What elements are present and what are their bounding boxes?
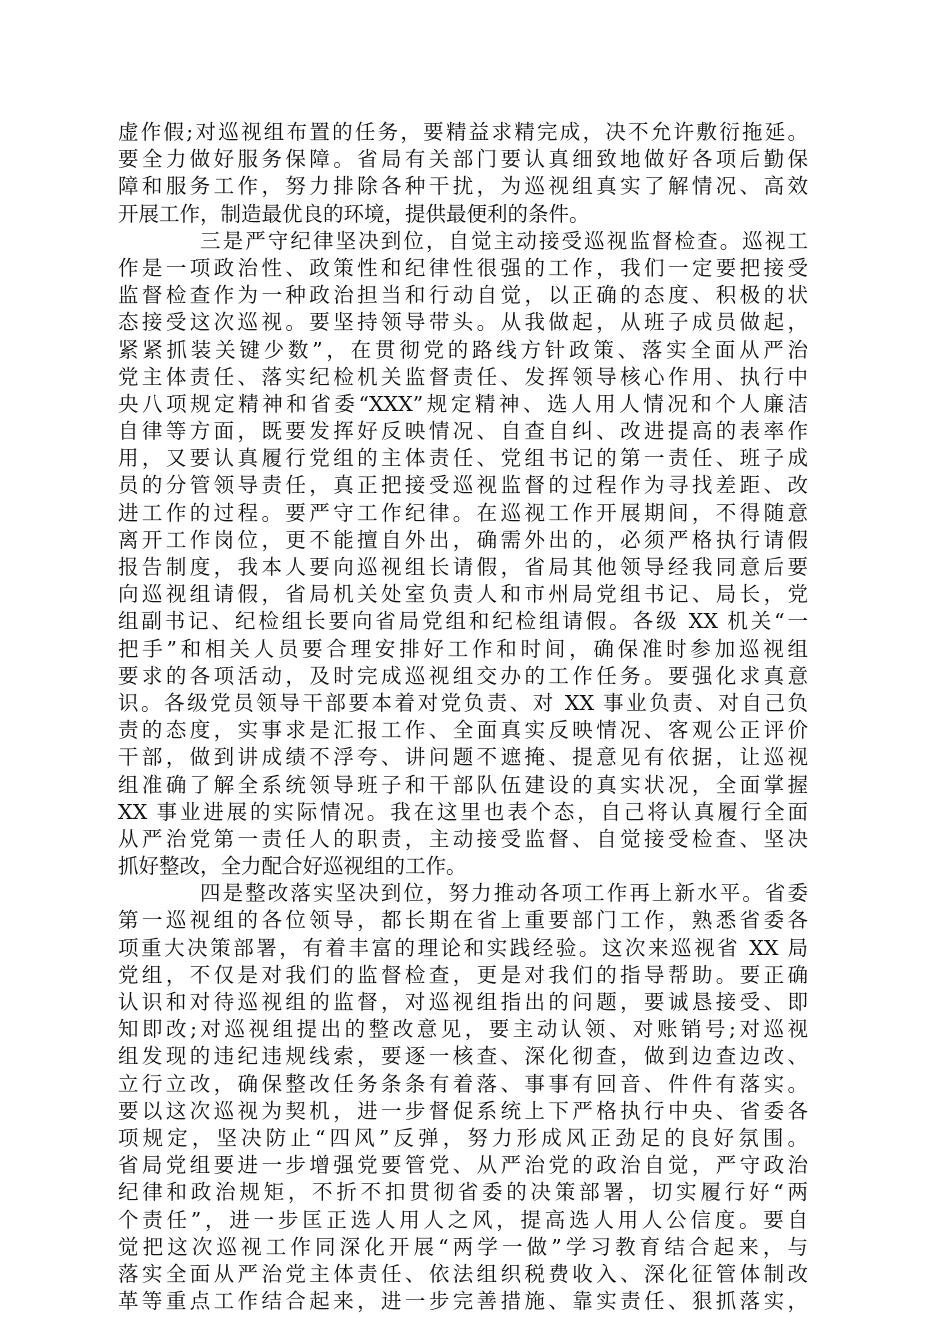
text-line: 要全力做好服务保障。省局有关部门要认真细致地做好各项后勤保	[118, 147, 808, 172]
text-line: 组准确了解全系统领导班子和干部队伍建设的真实状况，全面掌握	[118, 772, 808, 797]
text-line: 态接受这次巡视。要坚持领导带头。从我做起，从班子成员做起，	[118, 310, 808, 335]
text-line: 抓好整改，全力配合好巡视组的工作。	[118, 854, 467, 879]
text-line: 组发现的违纪违规线索，要逐一核查、深化彻查，做到边查边改、	[118, 1044, 808, 1069]
text-line: 虚作假;对巡视组布置的任务，要精益求精完成，决不允许敷衍拖延。	[118, 120, 808, 144]
text-line: 员的分管领导责任，真正把接受巡视监督的过程作为寻找差距、改	[118, 473, 808, 498]
text-line: 知即改;对巡视组提出的整改意见，要主动认领、对账销号;对巡视	[118, 1017, 808, 1042]
text-line: 识。各级党员领导干部要本着对党负责、对 XX 事业负责、对自己负	[118, 690, 808, 715]
text-line: 觉把这次巡视工作同深化开展“两学一做”学习教育结合起来，与	[118, 1234, 808, 1259]
text-line: 纪律和政治规矩，不折不扣贯彻省委的决策部署，切实履行好“两	[118, 1180, 808, 1205]
text-line: 用，又要认真履行党组的主体责任、党组书记的第一责任、班子成	[118, 446, 808, 471]
text-line: 监督检查作为一种政治担当和行动自觉，以正确的态度、积极的状	[118, 283, 808, 308]
text-line: 进工作的过程。要严守工作纪律。在巡视工作开展期间，不得随意	[118, 500, 808, 525]
text-line: 自律等方面，既要发挥好反映情况、自查自纠、改进提高的表率作	[118, 419, 808, 444]
text-line: 紧紧抓装关键少数”，在贯彻党的路线方针政策、落实全面从严治	[118, 337, 808, 362]
paragraph-first-line: 三是严守纪律坚决到位，自觉主动接受巡视监督检查。巡视工	[200, 228, 808, 253]
text-line: 个责任”，进一步匡正选人用人之风，提高选人用人公信度。要自	[118, 1207, 808, 1232]
text-line: 离开工作岗位，更不能擅自外出，确需外出的，必须严格执行请假	[118, 527, 808, 552]
text-line: 要求的各项活动，及时完成巡视组交办的工作任务。要强化求真意	[118, 663, 808, 688]
text-line: XX 事业进展的实际情况。我在这里也表个态，自己将认真履行全面	[118, 799, 808, 824]
text-line: 项重大决策部署，有着丰富的理论和实践经验。这次来巡视省 XX 局	[118, 935, 808, 960]
text-line: 党组，不仅是对我们的监督检查，更是对我们的指导帮助。要正确	[118, 962, 808, 987]
text-line: 要以这次巡视为契机，进一步督促系统上下严格执行中央、省委各	[118, 1098, 808, 1123]
text-line: 组副书记、纪检组长要向省局党组和纪检组请假。各级 XX 机关“一	[118, 609, 808, 634]
text-line: 第一巡视组的各位领导，都长期在省上重要部门工作，熟悉省委各	[118, 908, 808, 933]
text-line: 立行立改，确保整改任务条条有着落、事事有回音、件件有落实。	[118, 1071, 808, 1096]
text-line: 责的态度，实事求是汇报工作、全面真实反映情况、客观公正评价	[118, 718, 808, 743]
text-line: 革等重点工作结合起来，进一步完善措施、靠实责任、狠抓落实，	[118, 1289, 808, 1314]
text-line: 干部，做到讲成绩不浮夸、讲问题不遮掩、提意见有依据，让巡视	[118, 745, 808, 770]
text-line: 开展工作，制造最优良的环境，提供最便利的条件。	[118, 201, 590, 226]
document-body	[118, 119, 808, 1315]
text-line: 项规定，坚决防止“四风”反弹，努力形成风正劲足的良好氛围。	[118, 1125, 808, 1150]
paragraph-first-line: 四是整改落实坚决到位，努力推动各项工作再上新水平。省委	[200, 881, 808, 906]
text-line: 报告制度，我本人要向巡视组长请假，省局其他领导经我同意后要	[118, 555, 808, 579]
text-line: 央八项规定精神和省委“XXX”规定精神、选人用人情况和个人廉洁	[118, 391, 808, 416]
text-line: 障和服务工作，努力排除各种干扰，为巡视组真实了解情况、高效	[118, 174, 808, 199]
text-line: 认识和对待巡视组的监督，对巡视组指出的问题，要诚恳接受、即	[118, 990, 808, 1014]
text-line: 省局党组要进一步增强党要管党、从严治党的政治自觉，严守政治	[118, 1153, 808, 1178]
text-line: 落实全面从严治党主体责任、依法组织税费收入、深化征管体制改	[118, 1261, 808, 1286]
text-line: 向巡视组请假，省局机关处室负责人和市州局党组书记、局长，党	[118, 582, 808, 607]
text-line: 把手”和相关人员要合理安排好工作和时间，确保准时参加巡视组	[118, 636, 808, 661]
text-line: 作是一项政治性、政策性和纪律性很强的工作，我们一定要把接受	[118, 255, 808, 280]
text-line: 党主体责任、落实纪检机关监督责任、发挥领导核心作用、执行中	[118, 364, 808, 389]
text-line: 从严治党第一责任人的职责，主动接受监督、自觉接受检查、坚决	[118, 826, 808, 851]
